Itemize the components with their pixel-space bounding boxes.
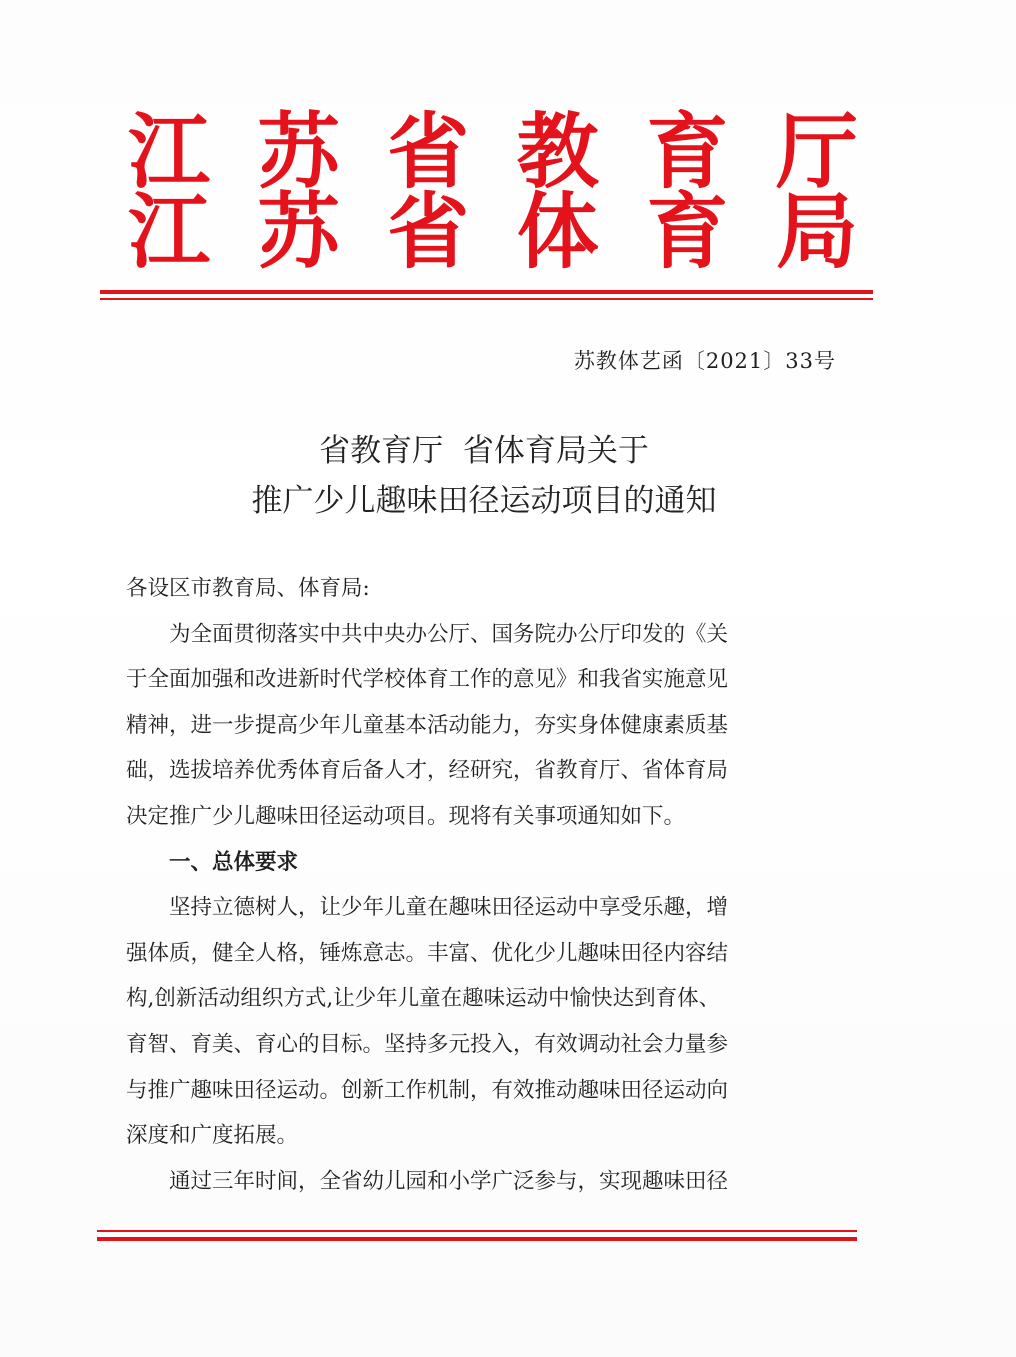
document-title-line-2: 推广少儿趣味田径运动项目的通知	[251, 483, 717, 519]
masthead-char: 江	[128, 185, 211, 280]
paragraph-line: 坚持立德树人，让少年儿童在趣味田径运动中享受乐趣，增	[169, 895, 729, 921]
paragraph-line: 精神，进一步提高少年儿童基本活动能力，夯实身体健康素质基	[126, 712, 729, 738]
masthead-char: 省	[387, 185, 470, 280]
masthead-char: 育	[646, 185, 729, 280]
paragraph-line: 强体质，健全人格，锤炼意志。丰富、优化少儿趣味田径内容结	[126, 940, 729, 966]
document-body	[126, 566, 836, 1204]
header-red-rule-thick	[100, 290, 873, 294]
paragraph-3	[126, 1159, 836, 1205]
paragraph-line: 构,创新活动组织方式,让少年儿童在趣味运动中愉快达到育体、	[126, 986, 721, 1012]
masthead-char: 省	[387, 105, 470, 200]
paragraph-line: 深度和广度拓展。	[126, 1123, 299, 1149]
masthead-char: 厅	[775, 105, 858, 200]
footer-red-rule-thin	[97, 1230, 857, 1232]
masthead-char: 育	[646, 105, 729, 200]
header-red-rule-thin	[100, 298, 873, 300]
masthead-char: 苏	[257, 105, 340, 200]
masthead-char: 体	[516, 185, 599, 280]
footer-red-rule-thick	[97, 1237, 857, 1241]
masthead-line-2	[128, 185, 858, 282]
paragraph-2	[126, 885, 836, 1159]
paragraph-line: 通过三年时间，全省幼儿园和小学广泛参与，实现趣味田径	[169, 1168, 729, 1194]
addressee: 各设区市教育局、体育局:	[126, 576, 370, 601]
masthead-char: 教	[516, 105, 599, 200]
paragraph-line: 决定推广少儿趣味田径运动项目。现将有关事项通知如下。	[126, 803, 686, 829]
masthead-line-1	[128, 105, 858, 202]
paragraph-1	[126, 612, 836, 840]
paragraph-line: 育智、育美、育心的目标。坚持多元投入，有效调动社会力量参	[126, 1031, 729, 1057]
document-number: 苏教体艺函〔2021〕33号	[573, 349, 836, 373]
paragraph-line: 与推广趣味田径运动。创新工作机制，有效推动趣味田径运动向	[126, 1077, 729, 1103]
masthead-char: 苏	[257, 185, 340, 280]
masthead-char: 江	[128, 105, 211, 200]
paragraph-line: 为全面贯彻落实中共中央办公厅、国务院办公厅印发的《关	[169, 621, 729, 647]
masthead-char: 局	[775, 185, 858, 280]
section-heading: 一、总体要求	[169, 849, 299, 875]
paragraph-line: 础，选拔培养优秀体育后备人才，经研究，省教育厅、省体育局	[126, 758, 729, 784]
paragraph-line: 于全面加强和改进新时代学校体育工作的意见》和我省实施意见	[126, 667, 729, 693]
document-title-line-1: 省教育厅 省体育局关于	[319, 433, 649, 469]
